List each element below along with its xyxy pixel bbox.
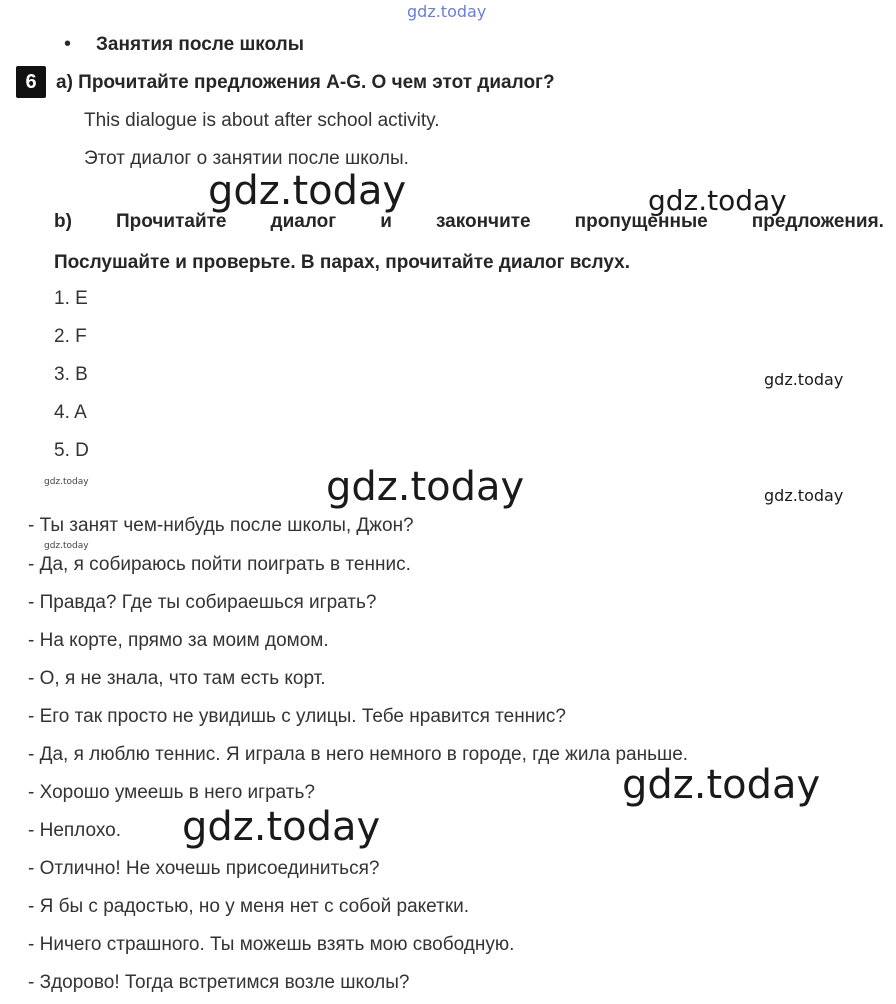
- dialogue-line: - Неплохо.: [28, 820, 121, 841]
- answer-item: 4. A: [54, 402, 87, 423]
- dialogue-line: - Я бы с радостью, но у меня нет с собой ракетки.: [28, 896, 470, 917]
- answer-item: 3. B: [54, 364, 88, 385]
- dialogue-line: - Правда? Где ты собираешься играть?: [28, 592, 377, 613]
- answer-item: 1. E: [54, 288, 88, 309]
- part-b-word: закончите: [435, 211, 531, 232]
- dialogue-line: - Да, я собираюсь пойти поиграть в теннис.: [28, 554, 411, 575]
- exercise-number-badge: 6: [16, 66, 46, 98]
- watermark-large: gdz.today: [622, 762, 821, 808]
- bullet-icon: •: [64, 33, 72, 55]
- watermark-large: gdz.today: [326, 464, 525, 510]
- dialogue-line: - На корте, прямо за моим домом.: [28, 630, 329, 651]
- part-b-word: и: [380, 211, 392, 232]
- watermark-large: gdz.today: [208, 168, 407, 214]
- answer-item: 5. D: [54, 440, 89, 461]
- dialogue-line: - Да, я люблю теннис. Я играла в него немного в городе, где жила раньше.: [28, 744, 689, 765]
- part-b-instruction: Послушайте и проверьте. В парах, прочитайте диалог вслух.: [54, 252, 631, 273]
- dialogue-line: - Ничего страшного. Ты можешь взять мою свободную.: [28, 934, 515, 955]
- dialogue-line: - О, я не знала, что там есть корт.: [28, 668, 326, 689]
- watermark-top: gdz.today: [407, 2, 487, 21]
- watermark-small: gdz.today: [764, 370, 844, 389]
- part-a-answer-en: This dialogue is about after school activity.: [84, 110, 440, 131]
- dialogue-line: - Ты занят чем-нибудь после школы, Джон?: [28, 515, 414, 536]
- part-b-word: предложения.: [751, 211, 884, 232]
- dialogue-line: - Его так просто не увидишь с улицы. Тебе нравится теннис?: [28, 706, 566, 727]
- part-b-word: диалог: [270, 211, 337, 232]
- dialogue-line: - Отлично! Не хочешь присоединиться?: [28, 858, 380, 879]
- watermark-tiny: gdz.today: [44, 541, 89, 551]
- part-a-heading: a) Прочитайте предложения A-G. О чем этот диалог?: [56, 72, 555, 93]
- dialogue-line: - Хорошо умеешь в него играть?: [28, 782, 315, 803]
- watermark-medium: gdz.today: [648, 184, 787, 217]
- part-b-heading: [54, 211, 884, 233]
- answer-item: 2. F: [54, 326, 87, 347]
- watermark-tiny: gdz.today: [44, 477, 89, 487]
- dialogue-line: - Здорово! Тогда встретимся возле школы?: [28, 972, 410, 993]
- part-b-word: b): [54, 211, 72, 232]
- watermark-small: gdz.today: [764, 486, 844, 505]
- section-title: Занятия после школы: [96, 34, 304, 55]
- watermark-large: gdz.today: [182, 804, 381, 850]
- part-b-word: Прочитайте: [115, 211, 227, 232]
- part-b-word: пропущенные: [574, 211, 708, 232]
- part-a-answer-ru: Этот диалог о занятии после школы.: [84, 148, 409, 169]
